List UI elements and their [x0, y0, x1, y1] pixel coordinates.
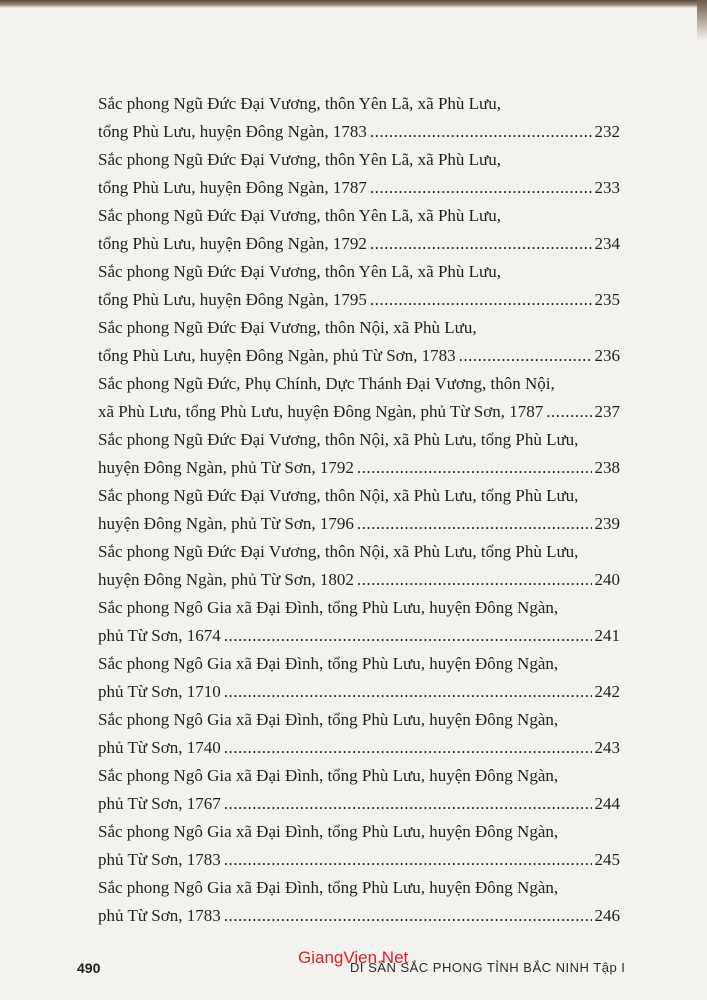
- toc-entry-page-number: 232: [594, 122, 620, 141]
- toc-entry-title-line1: Sắc phong Ngũ Đức Đại Vương, thôn Yên Lã, xã Phù Lưu,: [98, 150, 502, 169]
- toc-entry-title-line2-row: [98, 286, 620, 314]
- page-top-edge: [0, 0, 707, 8]
- toc-entry-page-number: 246: [594, 906, 620, 925]
- toc-entry: [98, 258, 620, 314]
- page-number: 490: [77, 960, 101, 976]
- toc-entry-title-line2-row: [98, 566, 620, 594]
- toc-entry: [98, 90, 620, 146]
- toc-entry-title-line2-row: [98, 902, 620, 930]
- dot-leader: [357, 454, 592, 482]
- toc-entry-title-line2-row: [98, 622, 620, 650]
- toc-entry-title-line2: huyện Đông Ngàn, phủ Từ Sơn, 1792: [98, 458, 354, 477]
- toc-entry: [98, 706, 620, 762]
- toc-entry-title-line2-row: [98, 454, 620, 482]
- toc-entry-title-line2-row: [98, 790, 620, 818]
- toc-entry-title-line2: phủ Từ Sơn, 1674: [98, 626, 221, 645]
- dot-leader: [370, 118, 592, 146]
- toc-entry-page-number: 236: [594, 346, 620, 365]
- toc-entry: [98, 874, 620, 930]
- toc-entry: [98, 594, 620, 650]
- toc-entry-page-number: 237: [594, 402, 620, 421]
- dot-leader: [357, 566, 592, 594]
- toc-entry-title-line2: huyện Đông Ngàn, phủ Từ Sơn, 1802: [98, 570, 354, 589]
- toc-entry-title-line2-row: [98, 734, 620, 762]
- toc-entry-title-line2-row: [98, 174, 620, 202]
- toc-entry-title-line2: phủ Từ Sơn, 1783: [98, 850, 221, 869]
- dot-leader: [459, 342, 592, 370]
- dot-leader: [224, 902, 592, 930]
- dot-leader: [224, 846, 592, 874]
- toc-entry-page-number: 241: [594, 626, 620, 645]
- toc-entry-title-line1: Sắc phong Ngũ Đức Đại Vương, thôn Nội, xã Phù Lưu,: [98, 318, 477, 337]
- dot-leader: [370, 286, 592, 314]
- toc-entry-page-number: 245: [594, 850, 620, 869]
- toc-entry-title-line1: Sắc phong Ngô Gia xã Đại Đình, tổng Phù Lưu, huyện Đông Ngàn,: [98, 710, 559, 729]
- toc-entry-page-number: 238: [594, 458, 620, 477]
- watermark: GiangVien.Net: [298, 948, 409, 967]
- toc-entry-title-line1: Sắc phong Ngũ Đức Đại Vương, thôn Nội, xã Phù Lưu, tổng Phù Lưu,: [98, 486, 579, 505]
- toc-entry-title-line2-row: [98, 118, 620, 146]
- toc-entry-title-line2: phủ Từ Sơn, 1783: [98, 906, 221, 925]
- toc-entry-title-line2: tổng Phù Lưu, huyện Đông Ngàn, 1792: [98, 234, 367, 253]
- toc-entry-page-number: 240: [594, 570, 620, 589]
- dot-leader: [224, 622, 592, 650]
- toc-entry-page-number: 239: [594, 514, 620, 533]
- toc-entry-title-line2: tổng Phù Lưu, huyện Đông Ngàn, phủ Từ Sơn, 1783: [98, 346, 456, 365]
- toc-entry-title-line2: tổng Phù Lưu, huyện Đông Ngàn, 1795: [98, 290, 367, 309]
- running-footer-title: DI SẢN SẮC PHONG TỈNH BẮC NINH Tập I: [350, 960, 626, 975]
- toc-entry-title-line2-row: [98, 510, 620, 538]
- toc-entry-page-number: 235: [594, 290, 620, 309]
- toc-entry-title-line1: Sắc phong Ngũ Đức Đại Vương, thôn Yên Lã, xã Phù Lưu,: [98, 94, 502, 113]
- page-corner-shadow: [697, 0, 707, 40]
- toc-entry-title-line2-row: [98, 846, 620, 874]
- toc-entry-page-number: 234: [594, 234, 620, 253]
- dot-leader: [224, 734, 592, 762]
- toc-entry-title-line2: phủ Từ Sơn, 1767: [98, 794, 221, 813]
- toc-entry-page-number: 233: [594, 178, 620, 197]
- toc-entry-page-number: 242: [594, 682, 620, 701]
- toc-entry: [98, 202, 620, 258]
- toc-entry-title-line1: Sắc phong Ngũ Đức, Phụ Chính, Dực Thánh Đại Vương, thôn Nội,: [98, 374, 555, 393]
- toc-entry: [98, 650, 620, 706]
- toc-entry-title-line2-row: [98, 398, 620, 426]
- toc-entry: [98, 762, 620, 818]
- toc-entry-title-line1: Sắc phong Ngô Gia xã Đại Đình, tổng Phù Lưu, huyện Đông Ngàn,: [98, 654, 559, 673]
- toc-entry: [98, 482, 620, 538]
- toc-entry: [98, 538, 620, 594]
- toc-entry-title-line2: tổng Phù Lưu, huyện Đông Ngàn, 1783: [98, 122, 367, 141]
- toc-entry: [98, 314, 620, 370]
- dot-leader: [357, 510, 592, 538]
- toc-entry-title-line1: Sắc phong Ngô Gia xã Đại Đình, tổng Phù Lưu, huyện Đông Ngàn,: [98, 822, 559, 841]
- toc-entry-title-line2-row: [98, 678, 620, 706]
- toc-entry-title-line1: Sắc phong Ngô Gia xã Đại Đình, tổng Phù Lưu, huyện Đông Ngàn,: [98, 878, 559, 897]
- toc-entry: [98, 426, 620, 482]
- dot-leader: [370, 230, 592, 258]
- toc-entry-title-line2: tổng Phù Lưu, huyện Đông Ngàn, 1787: [98, 178, 367, 197]
- toc-entry-title-line1: Sắc phong Ngũ Đức Đại Vương, thôn Nội, xã Phù Lưu, tổng Phù Lưu,: [98, 430, 579, 449]
- dot-leader: [546, 398, 591, 426]
- toc-entry-title-line1: Sắc phong Ngũ Đức Đại Vương, thôn Yên Lã, xã Phù Lưu,: [98, 206, 502, 225]
- toc-entry: [98, 146, 620, 202]
- toc-entry-title-line1: Sắc phong Ngô Gia xã Đại Đình, tổng Phù Lưu, huyện Đông Ngàn,: [98, 766, 559, 785]
- toc-entry: [98, 370, 620, 426]
- toc-entry-page-number: 243: [594, 738, 620, 757]
- dot-leader: [224, 790, 592, 818]
- toc-entry-page-number: 244: [594, 794, 620, 813]
- toc-entry-title-line1: Sắc phong Ngô Gia xã Đại Đình, tổng Phù Lưu, huyện Đông Ngàn,: [98, 598, 559, 617]
- table-of-contents: [98, 90, 620, 930]
- toc-entry-title-line2-row: [98, 230, 620, 258]
- toc-entry-title-line1: Sắc phong Ngũ Đức Đại Vương, thôn Yên Lã, xã Phù Lưu,: [98, 262, 502, 281]
- toc-entry-title-line2: huyện Đông Ngàn, phủ Từ Sơn, 1796: [98, 514, 354, 533]
- toc-entry-title-line2: phủ Từ Sơn, 1740: [98, 738, 221, 757]
- toc-entry-title-line2-row: [98, 342, 620, 370]
- toc-entry: [98, 818, 620, 874]
- dot-leader: [224, 678, 592, 706]
- toc-entry-title-line2: xã Phù Lưu, tổng Phù Lưu, huyện Đông Ngàn, phủ Từ Sơn, 1787: [98, 402, 544, 421]
- toc-entry-title-line2: phủ Từ Sơn, 1710: [98, 682, 221, 701]
- dot-leader: [370, 174, 592, 202]
- toc-entry-title-line1: Sắc phong Ngũ Đức Đại Vương, thôn Nội, xã Phù Lưu, tổng Phù Lưu,: [98, 542, 579, 561]
